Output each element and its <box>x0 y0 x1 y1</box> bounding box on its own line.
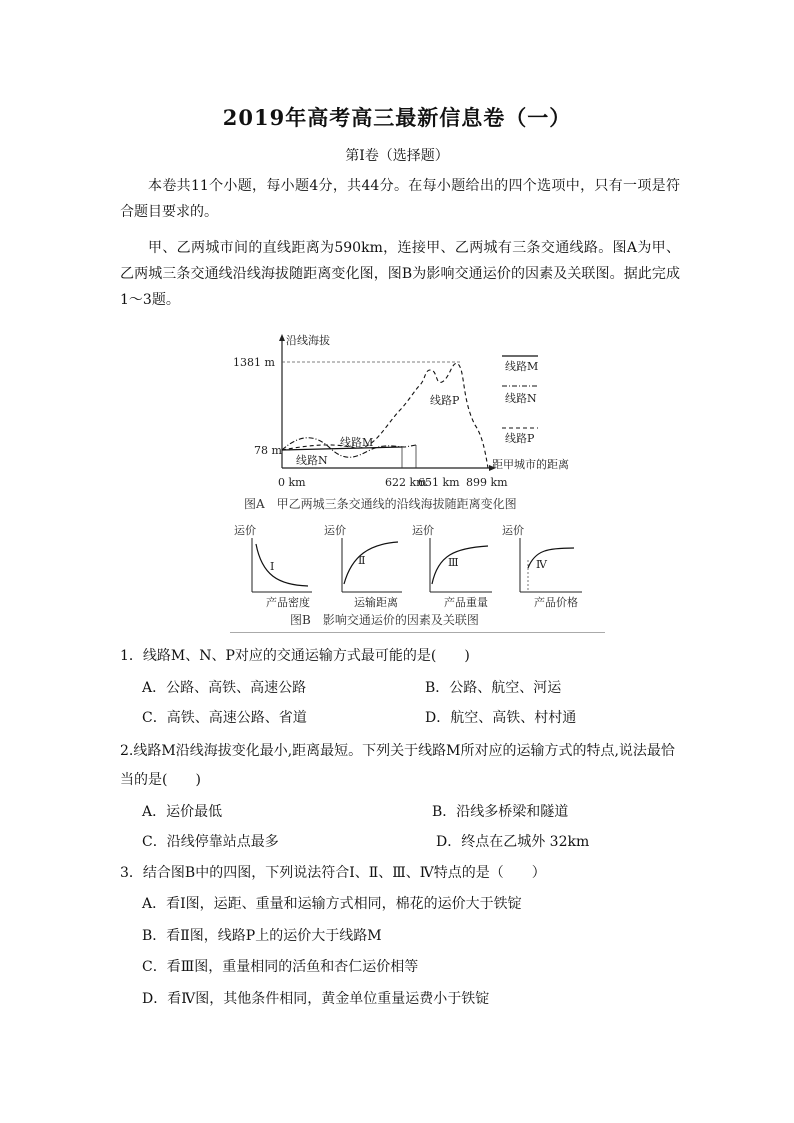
figure-a-y-label: 沿线海拔 <box>286 334 330 347</box>
question-1-option-a: A．公路、高铁、高速公路 <box>142 680 307 696</box>
panel-4-x-label: 产品价格 <box>534 596 578 609</box>
question-3-option-c: C．看Ⅲ图，重量相同的活鱼和杏仁运价相等 <box>142 959 419 975</box>
figure-b-panel-4 <box>502 524 582 609</box>
legend-p: 线路P <box>505 432 535 445</box>
y-tick-78: 78 m <box>254 444 282 457</box>
figure-b-caption: 图B 影响交通运价的因素及关联图 <box>290 613 479 627</box>
figure-divider <box>230 632 605 633</box>
panel-2-x-label: 运输距离 <box>354 596 398 609</box>
panel-3-curve <box>432 546 488 584</box>
x-tick-622km: 622 km <box>385 476 427 489</box>
legend-m: 线路M <box>505 360 539 373</box>
question-2-option-b: B．沿线多桥梁和隧道 <box>432 804 569 820</box>
panel-4-y-label: 运价 <box>502 524 524 537</box>
figure-b <box>230 520 605 628</box>
panel-3-y-label: 运价 <box>412 524 434 537</box>
figure-a-y-arrow <box>279 334 285 341</box>
question-1-stem: 1．线路M、N、P对应的交通运输方式最可能的是( ) <box>120 648 470 664</box>
route-p-line <box>282 363 488 468</box>
question-2-option-c: C．沿线停靠站点最多 <box>142 834 279 850</box>
panel-1-x-label: 产品密度 <box>266 596 310 609</box>
section-heading: 第Ⅰ卷（选择题） <box>345 148 449 164</box>
question-1-option-d: D．航空、高铁、村村通 <box>425 710 577 726</box>
x-tick-0km: 0 km <box>278 476 306 489</box>
panel-3-numeral: Ⅲ <box>448 556 459 569</box>
question-3-option-a: A．看Ⅰ图，运距、重量和运输方式相同，棉花的运价大于铁锭 <box>142 896 522 912</box>
question-3-option-d: D．看Ⅳ图，其他条件相同，黄金单位重量运费小于铁锭 <box>142 991 490 1007</box>
question-1-option-b: B．公路、航空、河运 <box>425 680 562 696</box>
legend-n: 线路N <box>505 392 537 405</box>
question-2-stem: 2.线路M沿线海拔变化最小,距离最短。下列关于线路M所对应的运输方式的特点,说法最恰当的是( ) <box>120 743 675 788</box>
panel-4-curve <box>528 548 574 568</box>
panel-1-numeral: Ⅰ <box>270 560 275 573</box>
panel-1-curve <box>256 544 308 586</box>
panel-2-y-label: 运价 <box>324 524 346 537</box>
figure-b-panel-1 <box>234 524 312 609</box>
instructions-paragraph: 本卷共11个小题，每小题4分，共44分。在每小题给出的四个选项中，只有一项是符合题目要求的。 <box>120 178 680 220</box>
route-m-label: 线路M <box>340 436 374 449</box>
x-tick-899km: 899 km <box>466 476 508 489</box>
panel-2-curve <box>344 542 398 584</box>
x-tick-651km: 651 km <box>418 476 460 489</box>
question-2-option-d: D．终点在乙城外 32km <box>436 834 590 850</box>
route-p-label: 线路P <box>430 394 460 407</box>
panel-4-numeral: Ⅳ <box>536 558 547 571</box>
panel-3-x-label: 产品重量 <box>444 596 488 609</box>
question-1-option-c: C．高铁、高速公路、省道 <box>142 710 307 726</box>
figure-a <box>230 330 600 515</box>
figure-b-panel-3 <box>412 524 492 609</box>
question-3-option-b: B．看Ⅱ图，线路P上的运价大于线路M <box>142 928 382 944</box>
figure-a-caption: 图A 甲乙两城三条交通线的沿线海拔随距离变化图 <box>244 497 517 511</box>
passage-paragraph: 甲、乙两城市间的直线距离为590km，连接甲、乙两城有三条交通线路。图A为甲、乙两城三条交通线沿线海拔随距离变化图，图B为影响交通运价的因素及关联图。据此完成1～3题。 <box>120 240 680 308</box>
figure-a-x-label: 距甲城市的距离 <box>492 458 569 471</box>
route-n-label: 线路N <box>296 454 328 467</box>
question-3-stem: 3．结合图B中的四图，下列说法符合Ⅰ、Ⅱ、Ⅲ、Ⅳ特点的是（ ） <box>120 865 546 881</box>
page-title: 2019年高考高三最新信息卷（一） <box>222 105 572 130</box>
question-2-option-a: A．运价最低 <box>142 804 223 820</box>
y-tick-1381: 1381 m <box>233 356 275 369</box>
panel-2-numeral: Ⅱ <box>358 554 366 567</box>
figure-b-panel-2 <box>324 524 402 609</box>
panel-1-y-label: 运价 <box>234 524 256 537</box>
